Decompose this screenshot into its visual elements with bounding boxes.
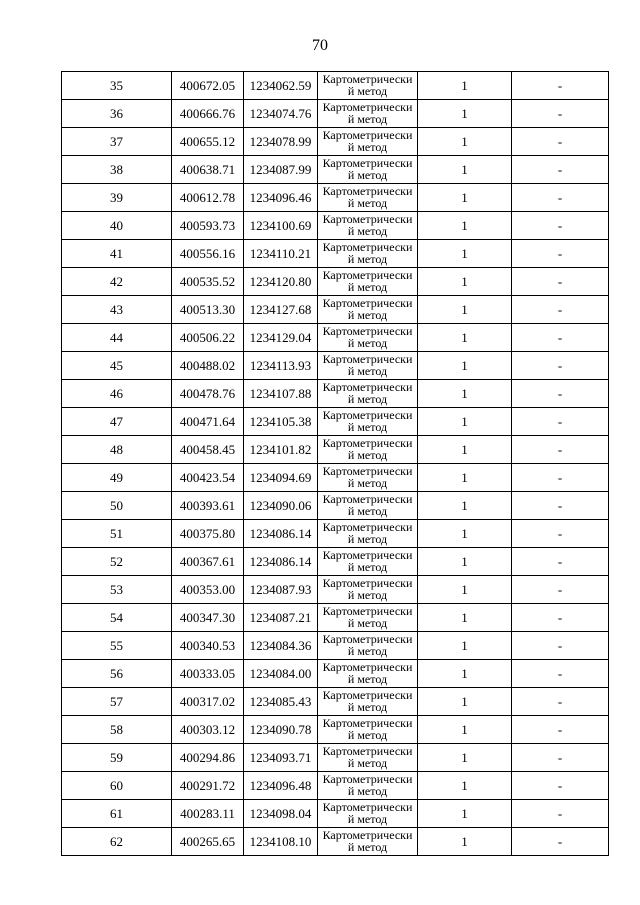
note-cell: -	[512, 716, 609, 744]
method-text-line-1: Картометрически	[322, 352, 413, 366]
note-cell: -	[512, 184, 609, 212]
x-coordinate-cell: 400423.54	[172, 464, 244, 492]
method-text-line-2: й метод	[347, 336, 388, 350]
method-text-line-1: Картометрически	[322, 660, 413, 674]
method-text-line-1: Картометрически	[322, 492, 413, 506]
point-number-cell: 38	[62, 156, 172, 184]
point-number-cell: 42	[62, 268, 172, 296]
method-text-line-1: Картометрически	[322, 380, 413, 394]
point-number-cell: 59	[62, 744, 172, 772]
x-coordinate-cell: 400458.45	[172, 436, 244, 464]
method-text-line-1: Картометрически	[322, 100, 413, 114]
y-coordinate-cell: 1234096.48	[244, 772, 318, 800]
point-number-cell: 60	[62, 772, 172, 800]
y-coordinate-cell: 1234078.99	[244, 128, 318, 156]
point-number-cell: 46	[62, 380, 172, 408]
method-text-line-1: Картометрически	[322, 128, 413, 142]
note-cell: -	[512, 604, 609, 632]
method-text-line-2: й метод	[347, 252, 388, 266]
method-text-line-1: Картометрически	[322, 296, 413, 310]
y-coordinate-cell: 1234084.00	[244, 660, 318, 688]
note-cell: -	[512, 576, 609, 604]
y-coordinate-cell: 1234105.38	[244, 408, 318, 436]
precision-cell: 1	[418, 380, 512, 408]
method-cell	[318, 548, 418, 576]
point-number-cell: 37	[62, 128, 172, 156]
table-row	[62, 72, 609, 100]
method-cell	[318, 632, 418, 660]
x-coordinate-cell: 400666.76	[172, 100, 244, 128]
y-coordinate-cell: 1234086.14	[244, 520, 318, 548]
coordinates-table	[61, 71, 609, 856]
method-text-line-1: Картометрически	[322, 464, 413, 478]
note-cell: -	[512, 744, 609, 772]
point-number-cell: 61	[62, 800, 172, 828]
method-text-line-2: й метод	[347, 112, 388, 126]
method-text-line-1: Картометрически	[322, 688, 413, 702]
note-cell: -	[512, 240, 609, 268]
method-text-line-2: й метод	[347, 756, 388, 770]
method-text-line-2: й метод	[347, 588, 388, 602]
method-text-line-1: Картометрически	[322, 576, 413, 590]
x-coordinate-cell: 400347.30	[172, 604, 244, 632]
table-row	[62, 184, 609, 212]
table-row	[62, 716, 609, 744]
precision-cell: 1	[418, 436, 512, 464]
method-text-line-2: й метод	[347, 784, 388, 798]
method-cell	[318, 72, 418, 100]
y-coordinate-cell: 1234093.71	[244, 744, 318, 772]
note-cell: -	[512, 268, 609, 296]
point-number-cell: 44	[62, 324, 172, 352]
method-text-line-1: Картометрически	[322, 800, 413, 814]
point-number-cell: 50	[62, 492, 172, 520]
point-number-cell: 48	[62, 436, 172, 464]
method-text-line-2: й метод	[347, 504, 388, 518]
point-number-cell: 45	[62, 352, 172, 380]
method-cell	[318, 184, 418, 212]
precision-cell: 1	[418, 660, 512, 688]
table-row	[62, 660, 609, 688]
method-text-line-2: й метод	[347, 616, 388, 630]
precision-cell: 1	[418, 548, 512, 576]
method-text-line-2: й метод	[347, 140, 388, 154]
method-text-line-1: Картометрически	[322, 436, 413, 450]
y-coordinate-cell: 1234129.04	[244, 324, 318, 352]
x-coordinate-cell: 400367.61	[172, 548, 244, 576]
page-number: 70	[312, 37, 328, 54]
precision-cell: 1	[418, 464, 512, 492]
table-row	[62, 100, 609, 128]
x-coordinate-cell: 400478.76	[172, 380, 244, 408]
table-row	[62, 380, 609, 408]
x-coordinate-cell: 400655.12	[172, 128, 244, 156]
y-coordinate-cell: 1234108.10	[244, 828, 318, 856]
table-row	[62, 828, 609, 856]
x-coordinate-cell: 400283.11	[172, 800, 244, 828]
y-coordinate-cell: 1234090.06	[244, 492, 318, 520]
method-text-line-1: Картометрически	[322, 268, 413, 282]
method-text-line-2: й метод	[347, 224, 388, 238]
method-text-line-2: й метод	[347, 672, 388, 686]
table-row	[62, 156, 609, 184]
note-cell: -	[512, 408, 609, 436]
method-cell	[318, 436, 418, 464]
method-cell	[318, 324, 418, 352]
note-cell: -	[512, 100, 609, 128]
x-coordinate-cell: 400375.80	[172, 520, 244, 548]
precision-cell: 1	[418, 296, 512, 324]
precision-cell: 1	[418, 632, 512, 660]
y-coordinate-cell: 1234087.99	[244, 156, 318, 184]
precision-cell: 1	[418, 100, 512, 128]
point-number-cell: 54	[62, 604, 172, 632]
y-coordinate-cell: 1234127.68	[244, 296, 318, 324]
precision-cell: 1	[418, 716, 512, 744]
precision-cell: 1	[418, 324, 512, 352]
x-coordinate-cell: 400638.71	[172, 156, 244, 184]
table-row	[62, 576, 609, 604]
method-text-line-2: й метод	[347, 840, 388, 854]
method-text-line-1: Картометрически	[322, 772, 413, 786]
table-row	[62, 604, 609, 632]
method-text-line-2: й метод	[347, 812, 388, 826]
method-text-line-1: Картометрически	[322, 212, 413, 226]
x-coordinate-cell: 400291.72	[172, 772, 244, 800]
method-cell	[318, 828, 418, 856]
x-coordinate-cell: 400506.22	[172, 324, 244, 352]
y-coordinate-cell: 1234087.93	[244, 576, 318, 604]
x-coordinate-cell: 400333.05	[172, 660, 244, 688]
method-cell	[318, 380, 418, 408]
x-coordinate-cell: 400488.02	[172, 352, 244, 380]
precision-cell: 1	[418, 268, 512, 296]
method-text-line-1: Картометрически	[322, 408, 413, 422]
point-number-cell: 51	[62, 520, 172, 548]
note-cell: -	[512, 492, 609, 520]
method-text-line-2: й метод	[347, 644, 388, 658]
method-text-line-1: Картометрически	[322, 184, 413, 198]
note-cell: -	[512, 156, 609, 184]
table-row	[62, 296, 609, 324]
method-text-line-1: Картометрически	[322, 716, 413, 730]
method-cell	[318, 492, 418, 520]
point-number-cell: 58	[62, 716, 172, 744]
method-text-line-2: й метод	[347, 392, 388, 406]
point-number-cell: 43	[62, 296, 172, 324]
y-coordinate-cell: 1234094.69	[244, 464, 318, 492]
y-coordinate-cell: 1234113.93	[244, 352, 318, 380]
method-text-line-2: й метод	[347, 280, 388, 294]
method-text-line-2: й метод	[347, 700, 388, 714]
precision-cell: 1	[418, 240, 512, 268]
y-coordinate-cell: 1234101.82	[244, 436, 318, 464]
method-text-line-1: Картометрически	[322, 604, 413, 618]
precision-cell: 1	[418, 688, 512, 716]
table-row	[62, 268, 609, 296]
table-row	[62, 772, 609, 800]
note-cell: -	[512, 128, 609, 156]
note-cell: -	[512, 632, 609, 660]
x-coordinate-cell: 400612.78	[172, 184, 244, 212]
precision-cell: 1	[418, 772, 512, 800]
precision-cell: 1	[418, 72, 512, 100]
method-cell	[318, 576, 418, 604]
point-number-cell: 35	[62, 72, 172, 100]
method-cell	[318, 464, 418, 492]
note-cell: -	[512, 72, 609, 100]
note-cell: -	[512, 352, 609, 380]
table-row	[62, 408, 609, 436]
precision-cell: 1	[418, 520, 512, 548]
x-coordinate-cell: 400265.65	[172, 828, 244, 856]
table-row	[62, 800, 609, 828]
x-coordinate-cell: 400513.30	[172, 296, 244, 324]
y-coordinate-cell: 1234074.76	[244, 100, 318, 128]
x-coordinate-cell: 400556.16	[172, 240, 244, 268]
method-text-line-2: й метод	[347, 84, 388, 98]
precision-cell: 1	[418, 828, 512, 856]
method-text-line-2: й метод	[347, 364, 388, 378]
method-text-line-2: й метод	[347, 532, 388, 546]
y-coordinate-cell: 1234110.21	[244, 240, 318, 268]
method-cell	[318, 716, 418, 744]
method-cell	[318, 268, 418, 296]
table-row	[62, 688, 609, 716]
precision-cell: 1	[418, 212, 512, 240]
point-number-cell: 53	[62, 576, 172, 604]
method-cell	[318, 604, 418, 632]
table-row	[62, 212, 609, 240]
method-cell	[318, 800, 418, 828]
table-row	[62, 352, 609, 380]
precision-cell: 1	[418, 744, 512, 772]
precision-cell: 1	[418, 408, 512, 436]
y-coordinate-cell: 1234087.21	[244, 604, 318, 632]
table-row	[62, 520, 609, 548]
precision-cell: 1	[418, 604, 512, 632]
table-row	[62, 240, 609, 268]
method-text-line-2: й метод	[347, 168, 388, 182]
method-cell	[318, 212, 418, 240]
note-cell: -	[512, 380, 609, 408]
y-coordinate-cell: 1234098.04	[244, 800, 318, 828]
method-text-line-1: Картометрически	[322, 632, 413, 646]
precision-cell: 1	[418, 184, 512, 212]
x-coordinate-cell: 400393.61	[172, 492, 244, 520]
point-number-cell: 36	[62, 100, 172, 128]
method-text-line-1: Картометрически	[322, 520, 413, 534]
y-coordinate-cell: 1234090.78	[244, 716, 318, 744]
y-coordinate-cell: 1234096.46	[244, 184, 318, 212]
y-coordinate-cell: 1234100.69	[244, 212, 318, 240]
method-text-line-1: Картометрически	[322, 240, 413, 254]
precision-cell: 1	[418, 800, 512, 828]
note-cell: -	[512, 772, 609, 800]
table-row	[62, 436, 609, 464]
table-row	[62, 548, 609, 576]
point-number-cell: 41	[62, 240, 172, 268]
x-coordinate-cell: 400294.86	[172, 744, 244, 772]
method-text-line-2: й метод	[347, 476, 388, 490]
point-number-cell: 52	[62, 548, 172, 576]
note-cell: -	[512, 548, 609, 576]
x-coordinate-cell: 400672.05	[172, 72, 244, 100]
method-cell	[318, 100, 418, 128]
method-cell	[318, 660, 418, 688]
method-text-line-1: Картометрически	[322, 72, 413, 86]
method-cell	[318, 772, 418, 800]
method-text-line-2: й метод	[347, 308, 388, 322]
method-cell	[318, 520, 418, 548]
table-row	[62, 744, 609, 772]
x-coordinate-cell: 400317.02	[172, 688, 244, 716]
table-body	[62, 72, 609, 856]
note-cell: -	[512, 828, 609, 856]
point-number-cell: 39	[62, 184, 172, 212]
x-coordinate-cell: 400303.12	[172, 716, 244, 744]
note-cell: -	[512, 324, 609, 352]
note-cell: -	[512, 296, 609, 324]
table-row	[62, 464, 609, 492]
table-row	[62, 128, 609, 156]
y-coordinate-cell: 1234084.36	[244, 632, 318, 660]
point-number-cell: 40	[62, 212, 172, 240]
note-cell: -	[512, 464, 609, 492]
precision-cell: 1	[418, 352, 512, 380]
x-coordinate-cell: 400535.52	[172, 268, 244, 296]
y-coordinate-cell: 1234107.88	[244, 380, 318, 408]
method-cell	[318, 156, 418, 184]
table-row	[62, 324, 609, 352]
method-text-line-2: й метод	[347, 448, 388, 462]
note-cell: -	[512, 800, 609, 828]
method-cell	[318, 240, 418, 268]
point-number-cell: 55	[62, 632, 172, 660]
x-coordinate-cell: 400353.00	[172, 576, 244, 604]
x-coordinate-cell: 400340.53	[172, 632, 244, 660]
y-coordinate-cell: 1234120.80	[244, 268, 318, 296]
note-cell: -	[512, 660, 609, 688]
method-text-line-1: Картометрически	[322, 548, 413, 562]
precision-cell: 1	[418, 492, 512, 520]
note-cell: -	[512, 436, 609, 464]
note-cell: -	[512, 520, 609, 548]
y-coordinate-cell: 1234085.43	[244, 688, 318, 716]
note-cell: -	[512, 688, 609, 716]
method-cell	[318, 744, 418, 772]
x-coordinate-cell: 400471.64	[172, 408, 244, 436]
point-number-cell: 47	[62, 408, 172, 436]
method-cell	[318, 352, 418, 380]
point-number-cell: 57	[62, 688, 172, 716]
point-number-cell: 56	[62, 660, 172, 688]
note-cell: -	[512, 212, 609, 240]
method-text-line-2: й метод	[347, 560, 388, 574]
method-text-line-1: Картометрически	[322, 744, 413, 758]
method-text-line-2: й метод	[347, 196, 388, 210]
method-cell	[318, 408, 418, 436]
method-text-line-1: Картометрически	[322, 828, 413, 842]
method-cell	[318, 688, 418, 716]
method-cell	[318, 296, 418, 324]
method-text-line-1: Картометрически	[322, 156, 413, 170]
method-text-line-2: й метод	[347, 728, 388, 742]
precision-cell: 1	[418, 128, 512, 156]
method-cell	[318, 128, 418, 156]
method-text-line-1: Картометрически	[322, 324, 413, 338]
table-row	[62, 492, 609, 520]
y-coordinate-cell: 1234086.14	[244, 548, 318, 576]
table-row	[62, 632, 609, 660]
precision-cell: 1	[418, 156, 512, 184]
point-number-cell: 62	[62, 828, 172, 856]
method-text-line-2: й метод	[347, 420, 388, 434]
precision-cell: 1	[418, 576, 512, 604]
y-coordinate-cell: 1234062.59	[244, 72, 318, 100]
point-number-cell: 49	[62, 464, 172, 492]
x-coordinate-cell: 400593.73	[172, 212, 244, 240]
